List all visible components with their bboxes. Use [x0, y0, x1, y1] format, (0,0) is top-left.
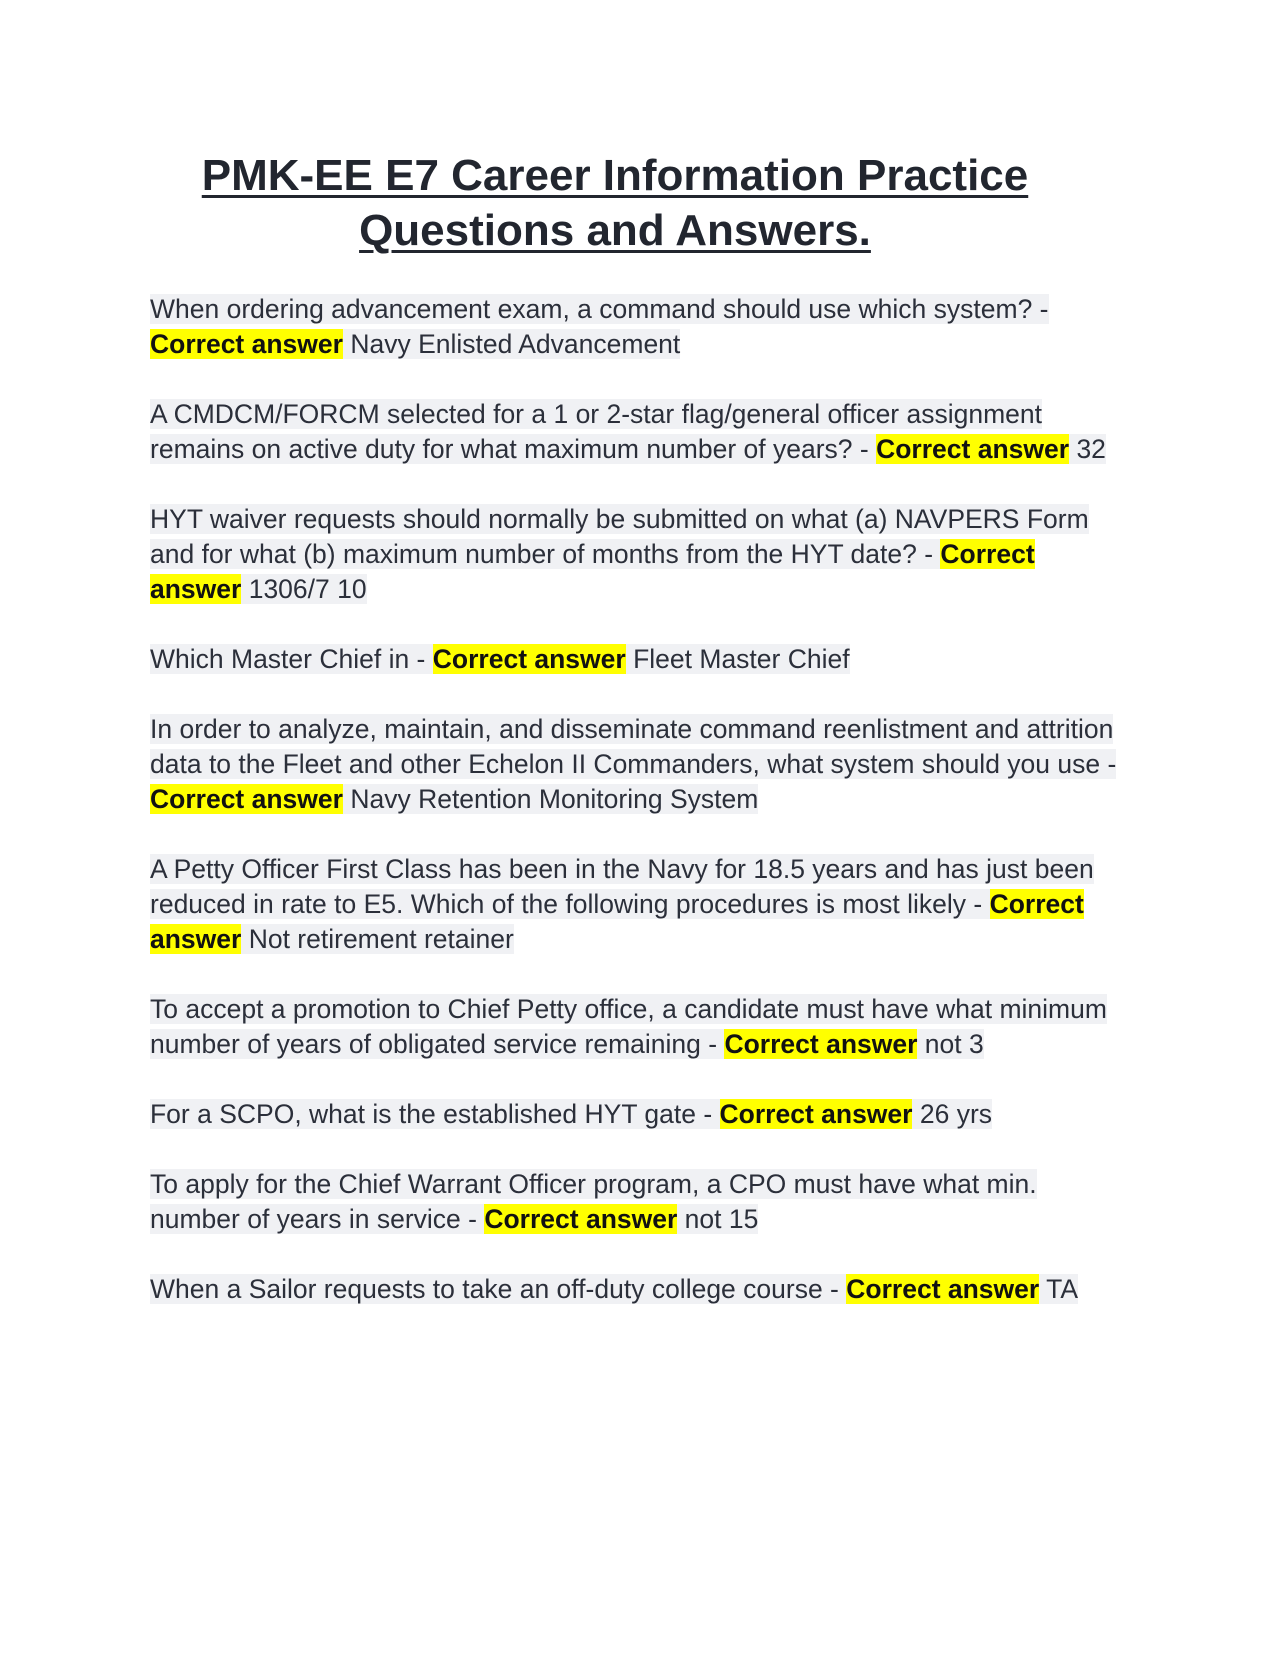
- answer-text: Navy Retention Monitoring System: [350, 784, 759, 814]
- qa-item: [150, 502, 1130, 607]
- question-text: A CMDCM/FORCM selected for a 1 or 2-star flag/general officer assignment remains on active duty for what maximum number of years? -: [150, 399, 1043, 464]
- document-title: PMK-EE E7 Career Information Practice Questions and Answers.: [201, 151, 1029, 255]
- question-text: HYT waiver requests should normally be submitted on what (a) NAVPERS Form and for what (b) maximum number of months from the HYT date? -: [150, 504, 1089, 569]
- answer-text: 1306/7 10: [248, 574, 367, 604]
- qa-item: [150, 852, 1130, 957]
- question-text: For a SCPO, what is the established HYT gate -: [150, 1099, 713, 1129]
- question-text: When a Sailor requests to take an off-duty college course -: [150, 1274, 839, 1304]
- question-text: Which Master Chief in -: [150, 644, 426, 674]
- qa-list: [150, 292, 1130, 1342]
- question-text: To accept a promotion to Chief Petty office, a candidate must have what minimum number of years of obligated service remaining -: [150, 994, 1107, 1059]
- question-text: A Petty Officer First Class has been in the Navy for 18.5 years and has just been reduced in rate to E5. Which of the following procedures is most likely -: [150, 854, 1094, 919]
- qa-item: [150, 397, 1130, 467]
- answer-label: Correct answer: [719, 1099, 913, 1129]
- answer-label: Correct answer: [876, 434, 1070, 464]
- question-text: To apply for the Chief Warrant Officer program, a CPO must have what min. number of years in service -: [150, 1169, 1037, 1234]
- answer-text: Fleet Master Chief: [633, 644, 850, 674]
- answer-label: Correct answer: [846, 1274, 1040, 1304]
- question-text: In order to analyze, maintain, and disseminate command reenlistment and attrition data to the Fleet and other Echelon II Commanders, what system should you use -: [150, 714, 1117, 779]
- answer-text: Navy Enlisted Advancement: [350, 329, 681, 359]
- answer-text: 26 yrs: [919, 1099, 993, 1129]
- question-text: When ordering advancement exam, a command should use which system? -: [150, 294, 1049, 324]
- answer-text: not 15: [684, 1204, 759, 1234]
- answer-label: Correct answer: [150, 784, 343, 814]
- answer-label: Correct answer: [484, 1204, 678, 1234]
- answer-text: Not retirement retainer: [248, 924, 514, 954]
- answer-text: not 3: [924, 1029, 984, 1059]
- qa-item: [150, 992, 1130, 1062]
- answer-label: Correct answer: [432, 644, 626, 674]
- qa-item: [150, 1097, 1130, 1132]
- qa-item: [150, 712, 1130, 817]
- qa-item: [150, 642, 1130, 677]
- answer-label: Correct answer: [150, 539, 1035, 604]
- answer-label: Correct answer: [724, 1029, 918, 1059]
- answer-text: TA: [1046, 1274, 1079, 1304]
- qa-item: [150, 292, 1130, 362]
- answer-label: Correct answer: [150, 889, 1084, 954]
- answer-label: Correct answer: [150, 329, 343, 359]
- qa-item: [150, 1272, 1130, 1307]
- answer-text: 32: [1076, 434, 1106, 464]
- qa-item: [150, 1167, 1130, 1237]
